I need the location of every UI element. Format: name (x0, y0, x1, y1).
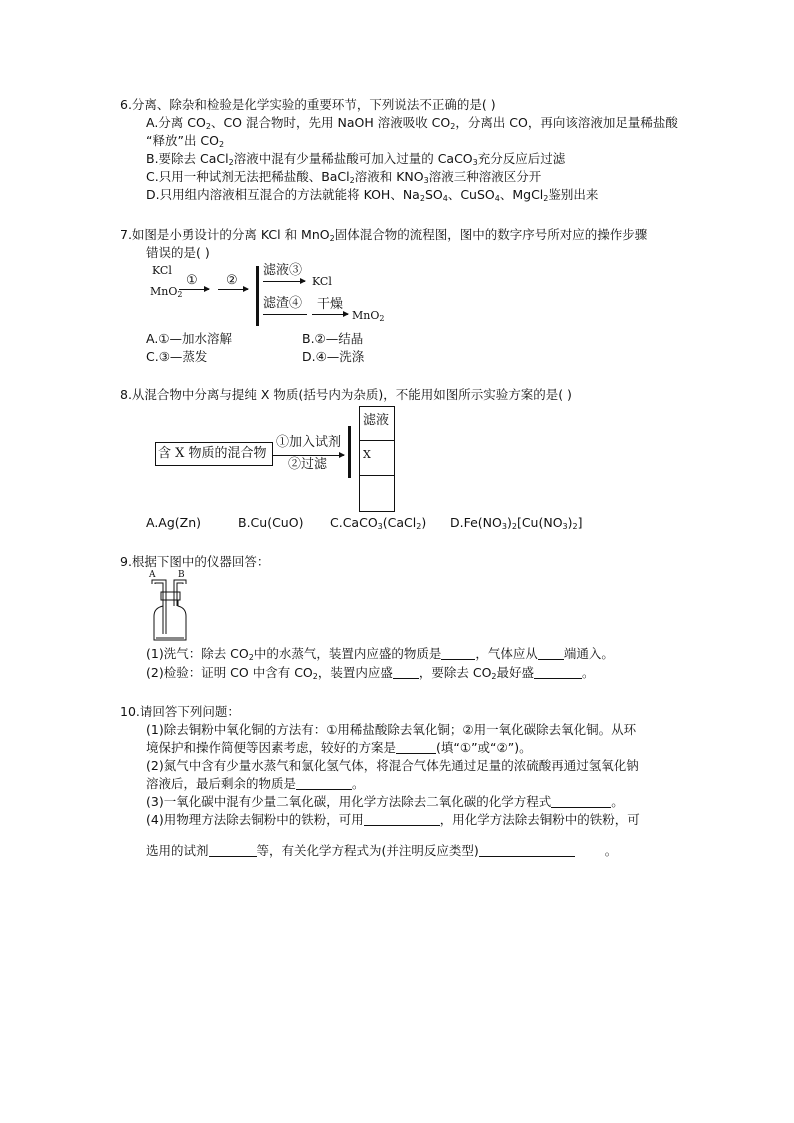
q8-mixture-label: 含 X 物质的混合物 (158, 446, 267, 461)
q7-stem-line1: 7.如图是小勇设计的分离 KCl 和 MnO$_2$固体混合物的流程图，图中的数字序号所对应的操作步骤 (120, 227, 648, 243)
q7-kcl-label: KCl (152, 264, 172, 277)
q6-option-d: D.只用组内溶液相互混合的方法就能将 KOH、$Na_2SO_4$、CuSO$_4$、MgCl$_2$鉴别出来 (146, 187, 599, 203)
q8-cell-x: X (363, 448, 371, 461)
q8-option-b: B.Cu(CuO) (238, 515, 304, 530)
q9-blank-1[interactable] (441, 647, 475, 660)
q7-arrow-2 (218, 289, 248, 290)
q7-dry-label: 干燥 (317, 297, 344, 312)
q7-residue-line (263, 314, 307, 315)
q8-table-divider-1 (359, 440, 395, 441)
q10-blank-1[interactable] (396, 741, 436, 754)
q10-blank-3[interactable] (551, 795, 611, 808)
q7-product-mno2: MnO$_2$ (352, 309, 385, 323)
q6-stem: 6.分离、除杂和检验是化学实验的重要环节，下列说法不正确的是( ) (120, 97, 496, 112)
q7-step2-label: ② (226, 273, 238, 288)
q7-option-d: D.④—洗涤 (302, 349, 365, 364)
q10-item4-line2: 选用的试剂 等，有关化学方程式为(并注明反应类型) 。 (146, 843, 618, 858)
q7-stem-line2: 错误的是( ) (146, 245, 210, 260)
q7-step1-label: ① (186, 273, 198, 288)
q8-cell-filtrate: 滤液 (363, 413, 390, 428)
q7-option-c: C.③—蒸发 (146, 349, 208, 364)
q10-item1-line2: 境保护和操作简便等因素考虑，较好的方案是 (填“①”或“②”)。 (146, 740, 532, 755)
q7-product-kcl: KCl (312, 275, 332, 288)
q6-option-a-line1: A.分离 $CO_2$、CO 混合物时，先用 NaOH 溶液吸收 $CO_2$，分离出 CO，再向该溶液加足量稀盐酸 (146, 115, 678, 131)
q7-filtrate-label: 滤液③ (263, 263, 303, 278)
q6-option-a-line2: “释放”出 $CO_2$ (146, 133, 225, 149)
q7-mno2-label: MnO$_2$ (150, 285, 183, 299)
q9-item2: (2)检验：证明 CO 中含有 $CO_2$，装置内应盛 ，要除去 $CO_2$最好盛 。 (146, 665, 595, 681)
q9-blank-2[interactable] (538, 647, 564, 660)
q9-label-a: A (149, 570, 156, 580)
q8-option-d: $D.Fe(NO_3)_2[Cu(NO_3)_2]$ (450, 515, 583, 531)
q10-blank-5[interactable] (209, 844, 257, 857)
q6-option-c: C.只用一种试剂无法把稀盐酸、BaCl$_2$溶液和 $KNO_3$溶液三种溶液区分开 (146, 169, 542, 185)
q10-item2-line2: 溶液后，最后剩余的物质是 。 (146, 776, 365, 791)
q9-bottle-drawing (0, 0, 1, 1)
q10-item2-line1: (2)氮气中含有少量水蒸气和氯化氢气体，将混合气体先通过足量的浓硫酸再通过氢氧化钠 (146, 758, 639, 773)
q10-stem: 10.请回答下列问题： (120, 704, 240, 719)
q7-option-a: A.①—加水溶解 (146, 331, 233, 346)
q8-option-a: A.Ag(Zn) (146, 515, 202, 530)
q9-blank-3[interactable] (393, 666, 419, 679)
q8-option-c: C.CaCO$_3$(CaCl$_2$) (330, 515, 427, 531)
q7-arrow-filtrate (263, 281, 305, 282)
q7-split-bar (256, 266, 259, 326)
q7-arrow-dry (312, 314, 348, 315)
q8-stem: 8.从混合物中分离与提纯 X 物质(括号内为杂质)，不能用如图所示实验方案的是( ) (120, 387, 572, 402)
q10-item1-line1: (1)除去铜粉中氧化铜的方法有：①用稀盐酸除去氧化铜；②用一氧化碳除去氧化铜。从环 (146, 722, 637, 737)
q9-blank-4[interactable] (534, 666, 582, 679)
q8-step2-label: ②过滤 (288, 457, 328, 472)
q9-label-b: B (178, 570, 185, 580)
q10-item3: (3)一氧化碳中混有少量二氧化碳，用化学方法除去二氧化碳的化学方程式 。 (146, 794, 624, 809)
q7-arrow-1 (179, 289, 209, 290)
q8-table-divider-2 (359, 475, 395, 476)
q6-option-b: B.要除去 CaCl$_2$溶液中混有少量稀盐酸可加入过量的 CaCO$_3$充分反应后过滤 (146, 151, 566, 167)
q10-blank-6[interactable] (479, 844, 575, 857)
q10-blank-2[interactable] (296, 777, 352, 790)
q7-residue-label: 滤渣④ (263, 296, 303, 311)
q10-item4-line1: (4)用物理方法除去铜粉中的铁粉，可用 ，用化学方法除去铜粉中的铁粉，可 (146, 812, 640, 827)
q8-arrow (272, 455, 344, 456)
q8-split-bar (348, 426, 351, 478)
q10-blank-4[interactable] (364, 813, 440, 826)
q9-stem: 9.根据下图中的仪器回答： (120, 554, 270, 569)
q8-step1-label: ①加入试剂 (276, 435, 342, 450)
q7-option-b: B.②—结晶 (302, 331, 364, 346)
q9-item1: (1)洗气：除去 $CO_2$中的水蒸气，装置内应盛的物质是 ，气体应从 端通入。 (146, 646, 614, 662)
